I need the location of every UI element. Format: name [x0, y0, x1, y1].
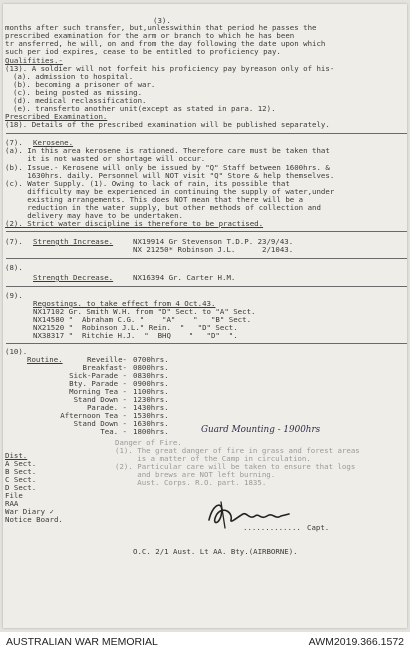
routine-label: Tea. -	[100, 427, 127, 436]
section-13-item: (d). medical reclassification.	[13, 96, 147, 105]
strength-increase-line: NX 21250* Robinson J.L. 2/1043.	[133, 245, 294, 254]
section-10-number: (10).	[5, 347, 28, 356]
intro-line: months after such transfer, but,unlesswithin that period he passes the	[5, 23, 317, 32]
distribution-heading: Dist.	[5, 451, 28, 460]
distribution-item: B Sect.	[5, 467, 37, 476]
routine-time: 1530hrs.	[133, 411, 169, 420]
footer-institution: AUSTRALIAN WAR MEMORIAL	[6, 636, 158, 648]
distribution-item: A Sect.	[5, 459, 37, 468]
section-7b-number: (7).	[5, 237, 23, 246]
routine-time: 1630hrs.	[133, 419, 169, 428]
routine-time: 0800hrs.	[133, 363, 169, 372]
section-7a-line: (b). Issue.- Kerosene will only be issued by "Q" Staff between 1600hrs. &	[5, 163, 330, 172]
section-8-number: (8).	[5, 263, 23, 272]
section-divider	[6, 258, 407, 259]
archive-footer	[0, 632, 410, 653]
distribution-item: File	[5, 491, 23, 500]
prescribed-heading: Prescribed Examination.	[5, 112, 108, 121]
section-13-item: (b). becoming a prisoner of war.	[13, 80, 156, 89]
distribution-item: Notice Board.	[5, 515, 63, 524]
routine-time: 1800hrs.	[133, 427, 169, 436]
qualifities-heading: Qualifities.-	[5, 56, 63, 65]
faded-line: is a matter of the Camp in circulation.	[115, 454, 311, 463]
routine-time: 0700hrs.	[133, 355, 169, 364]
faded-line: (1). The great danger of fire in grass and forest areas	[115, 446, 360, 455]
reposting-line: NX17102 Gr. Smith W.H. from "D" Sect. to "A" Sect.	[33, 307, 256, 316]
reposting-line: NX14580 " Abraham C.G. " "A" " "B" Sect.	[33, 315, 252, 324]
faded-line: Aust. Corps. R.O. part. 1835.	[115, 478, 267, 487]
routine-label: Bty. Parade -	[69, 379, 127, 388]
strength-decrease-heading: Strength Decrease.	[33, 273, 114, 282]
reposting-line: NX38317 " Ritchie H.J. " BHQ " "D" ".	[33, 331, 238, 340]
routine-label: Morning Tea -	[69, 387, 127, 396]
faded-line: and brews are NOT left burning.	[115, 470, 276, 479]
signature-dots: .............	[243, 523, 301, 532]
section-9-number: (9).	[5, 291, 23, 300]
routine-time: 1100hrs.	[133, 387, 169, 396]
signature-rank: Capt.	[307, 523, 330, 532]
routine-time: 0900hrs.	[133, 379, 169, 388]
section-7a-line: delivery may have to be undertaken.	[5, 211, 183, 220]
section-divider	[6, 231, 407, 232]
commanding-officer: O.C. 2/1 Aust. Lt AA. Bty.(AIRBORNE).	[133, 547, 298, 556]
section-7a-line: (c). Water Supply. (1). Owing to lack of rain, its possible that	[5, 179, 290, 188]
faded-line: Danger of Fire.	[115, 438, 182, 447]
routine-time: 0830hrs.	[133, 371, 169, 380]
routine-label: Breakfast-	[82, 363, 127, 372]
distribution-item: War Diary ✓	[5, 507, 54, 516]
routine-label: Afternoon Tea -	[60, 411, 127, 420]
kerosene-heading: Kerosene.	[33, 138, 74, 147]
distribution-item: D Sect.	[5, 483, 37, 492]
distribution-item: RAA	[5, 499, 19, 508]
section-divider	[6, 133, 407, 134]
section-7a-line: 1630hrs. daily. Personnel will NOT visit "Q" Store & help themselves.	[5, 171, 335, 180]
section-7a-number: (7).	[5, 138, 23, 147]
document-page	[3, 4, 407, 628]
routine-time: 1430hrs.	[133, 403, 169, 412]
section-divider	[6, 286, 407, 287]
section-divider	[6, 343, 407, 344]
section-13-item: (e). transferto another unit(except as stated in para. 12).	[13, 104, 276, 113]
section-13-item: (c). being posted as missing.	[13, 88, 143, 97]
section-7a-line: existing arrangements. This does NOT mean that there will be a	[5, 195, 304, 204]
section-7a-line: (a). In this area kerosene is rationed. Therefore care must be taken that	[5, 146, 330, 155]
routine-label: Reveille-	[86, 355, 127, 364]
strength-increase-line: NX19914 Gr Stevenson T.D.P. 23/9/43.	[133, 237, 294, 246]
section-13-lead: (13). A soldier will not forfeit his proficiency pay byreason only of his-	[5, 64, 335, 73]
page-number: (3).	[153, 16, 171, 25]
routine-label: Sick-Parade -	[69, 371, 127, 380]
routine-label: Parade. -	[86, 403, 127, 412]
routine-heading: Routine.	[27, 355, 63, 364]
section-7a-line: it is not wasted or shortage will occur.	[5, 154, 206, 163]
routine-label: Stand Down -	[73, 395, 127, 404]
routine-time: 1230hrs.	[133, 395, 169, 404]
section-7a-line: (2). Strict water discipline is therefore to be practised.	[5, 219, 264, 228]
faded-line: (2). Particular care will be taken to ensure that logs	[115, 462, 356, 471]
routine-label: Stand Down -	[73, 419, 127, 428]
reposting-line: NX21520 " Robinson J.L." Rein. " "D" Sect.	[33, 323, 238, 332]
repostings-heading: Regostings. to take effect from 4 Oct.43.	[33, 299, 216, 308]
intro-line: tr ansferred, he will, on and from the day following the date upon which	[5, 39, 326, 48]
handwritten-guard-mounting: Guard Mounting - 1900hrs	[201, 425, 321, 435]
strength-decrease-line: NX16394 Gr. Carter H.M.	[133, 273, 236, 282]
intro-line: such per iod expires, cease to be entitled to proficiency pay.	[5, 47, 281, 56]
strength-increase-heading: Strength Increase.	[33, 237, 114, 246]
intro-line: prescribed examination for the arm or branch to which he has been	[5, 31, 295, 40]
distribution-item: C Sect.	[5, 475, 37, 484]
section-7a-line: reduction in the water supply, but other methods of collection and	[5, 203, 321, 212]
section-18: (18). Details of the prescribed examination will be published separately.	[5, 120, 330, 129]
section-7a-line: difficulty may be experienced in continuing the supply of water,under	[5, 187, 335, 196]
footer-accession-number: AWM2019.366.1572	[308, 636, 404, 648]
section-13-item: (a). admission to hospital.	[13, 72, 134, 81]
